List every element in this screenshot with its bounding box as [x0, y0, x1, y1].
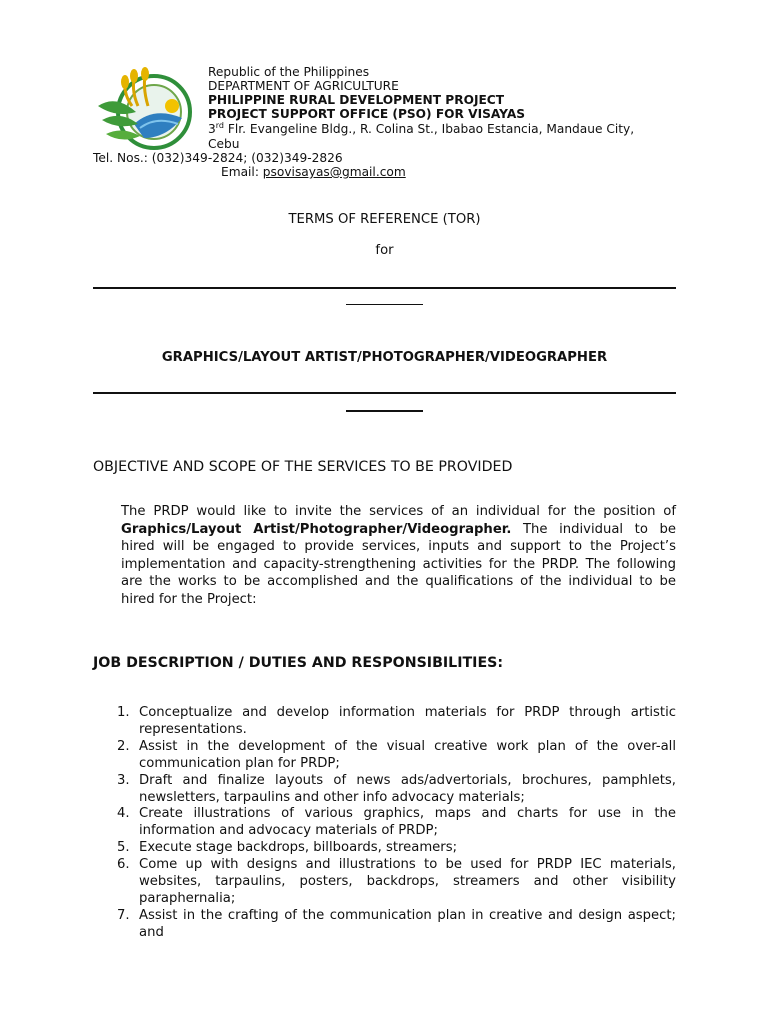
position-title: GRAPHICS/LAYOUT ARTIST/PHOTOGRAPHER/VIDEOGRAPHER — [161, 350, 608, 365]
duty-number: 6. — [117, 857, 130, 873]
title-rule-bottom — [93, 392, 676, 394]
duty-number: 3. — [117, 772, 130, 788]
telephone-line: Tel. Nos.: (032)349-2824; (032)349-2826 — [93, 151, 343, 165]
email-label: Email: — [221, 165, 263, 179]
duty-text: Come up with designs and illustrations to be used for PRDP IEC materials, websites, tarpaulins, posters, backdrops, streamers and other visibility paraphernalia; — [139, 857, 676, 906]
document-title: TERMS OF REFERENCE (TOR) — [288, 212, 481, 227]
duty-text: Create illustrations of various graphics, maps and charts for use in the information and advocacy materials of PRDP; — [139, 806, 676, 839]
duty-number: 4. — [117, 806, 130, 822]
office-line: PROJECT SUPPORT OFFICE (PSO) FOR VISAYAS — [208, 107, 526, 121]
objective-position-name: Graphics/Layout Artist/Photographer/Videographer. — [121, 521, 512, 537]
for-label: for — [375, 243, 394, 258]
duty-text: Draft and finalize layouts of news ads/advertorials, brochures, pamphlets, newsletters, tarpaulins and other info advocacy materials; — [139, 772, 676, 805]
project-line: PHILIPPINE RURAL DEVELOPMENT PROJECT — [208, 93, 505, 107]
duty-item — [93, 739, 676, 773]
title-rule-top — [93, 287, 676, 289]
duty-text: Assist in the crafting of the communication plan in creative and design aspect; and — [139, 907, 676, 940]
title-rule-bottom-short — [346, 410, 423, 412]
objective-heading: OBJECTIVE AND SCOPE OF THE SERVICES TO BE PROVIDED — [93, 459, 513, 475]
duty-item — [93, 806, 676, 840]
republic-line: Republic of the Philippines — [208, 65, 370, 79]
address-street: Flr. Evangeline Bldg., R. Colina St., Ibabao Estancia, Mandaue City, — [224, 122, 635, 136]
address-floor: 3 — [208, 122, 216, 136]
duty-item — [93, 705, 676, 739]
address-city-line: Cebu — [208, 137, 240, 151]
email-link[interactable]: psovisayas@gmail.com — [262, 165, 406, 179]
department-line: DEPARTMENT OF AGRICULTURE — [208, 79, 399, 93]
objective-paragraph-rest: The individual to be hired will be engaged to provide services, inputs and support to the Project’s implementation and capacity-strengthening activities for the PRDP. The following are the works to be accomplished and the qualifications of the individual to be hired for the Project: — [121, 521, 676, 607]
email-line — [221, 165, 406, 179]
title-rule-top-short — [346, 304, 423, 305]
duty-number: 1. — [117, 705, 130, 720]
duty-number: 7. — [117, 907, 130, 923]
duty-item — [93, 840, 676, 857]
address-line — [208, 122, 678, 136]
duty-item — [93, 908, 676, 942]
duty-text: Execute stage backdrops, billboards, streamers; — [139, 840, 458, 856]
duty-item — [93, 857, 676, 908]
duties-heading: JOB DESCRIPTION / DUTIES AND RESPONSIBILITIES: — [93, 655, 504, 671]
duty-text: Assist in the development of the visual creative work plan of the over-all communication plan for PRDP; — [139, 738, 676, 771]
duty-text: Conceptualize and develop information materials for PRDP through artistic representations. — [139, 705, 676, 737]
prdp-logo — [96, 66, 204, 154]
objective-paragraph — [121, 503, 676, 609]
duty-number: 5. — [117, 840, 130, 856]
objective-paragraph-intro: The PRDP would like to invite the services of an individual for the position of — [121, 504, 676, 519]
duty-number: 2. — [117, 738, 130, 754]
prdp-logo-graphic — [96, 66, 204, 154]
address-floor-suffix: rd — [215, 120, 224, 130]
duty-item — [93, 773, 676, 807]
duties-list — [93, 705, 676, 942]
